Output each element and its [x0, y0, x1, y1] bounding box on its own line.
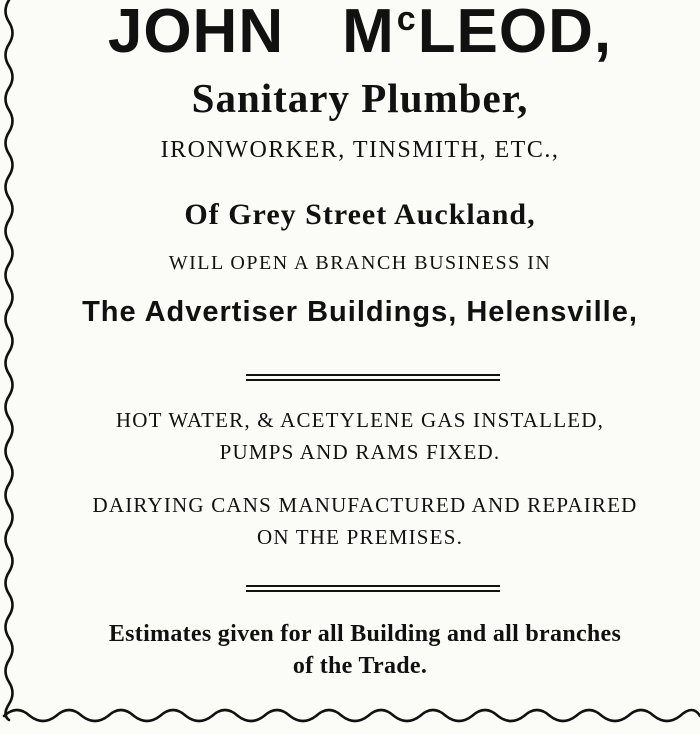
dairy-line-1: DAIRYING CANS MANUFACTURED AND REPAIRED — [92, 493, 638, 517]
business-name: JOHN $M^cLEOD$, — [107, 0, 613, 66]
double-rule-divider — [246, 585, 500, 593]
estimates-line-2: of the Trade. — [292, 653, 428, 679]
double-rule-divider — [246, 374, 500, 382]
wavy-border-bottom — [0, 696, 700, 726]
services-line-2: PUMPS AND RAMS FIXED. — [219, 440, 501, 464]
sub-trades: IRONWORKER, TINSMITH, ETC., — [160, 137, 560, 163]
premises: The Advertiser Buildings, Helensville, — [82, 296, 638, 328]
branch-notice: WILL OPEN A BRANCH BUSINESS IN — [168, 252, 552, 274]
estimates-line-1: Estimates given for all Building and all branches — [108, 621, 622, 647]
location: Of Grey Street Auckland, — [184, 198, 536, 231]
services-line-1: HOT WATER, & ACETYLENE GAS INSTALLED, — [115, 408, 605, 432]
dairy-line-2: ON THE PREMISES. — [256, 525, 464, 549]
trade-title: Sanitary Plumber, — [191, 75, 529, 121]
